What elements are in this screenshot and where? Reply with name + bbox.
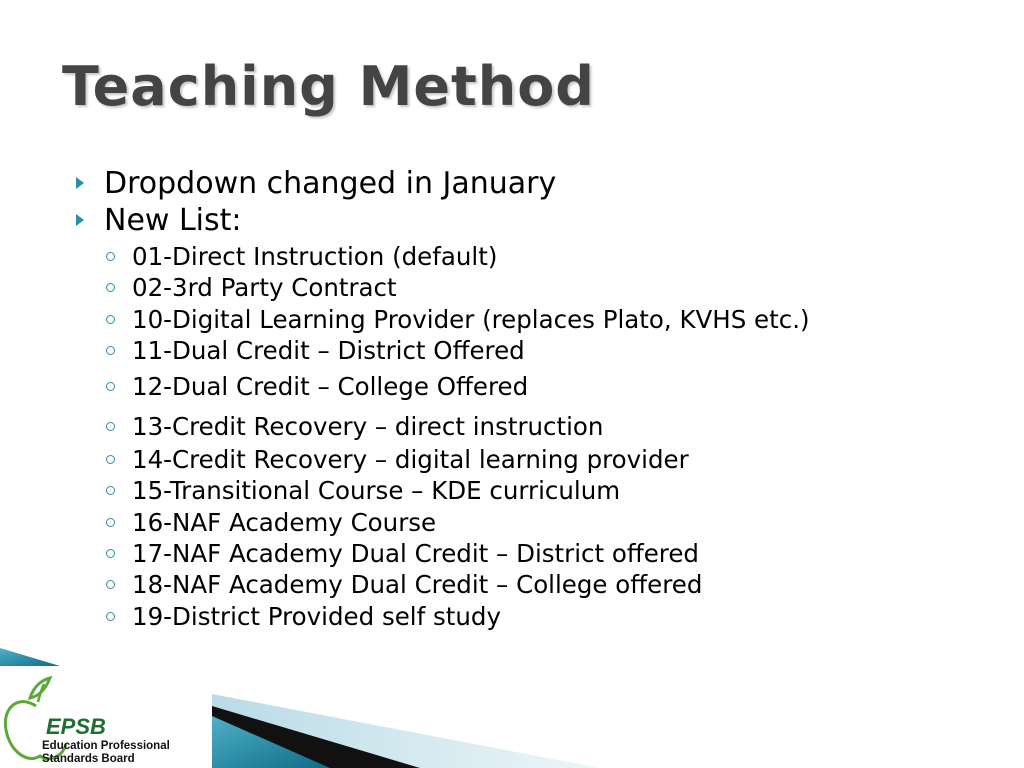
band-left-sliver bbox=[0, 648, 60, 666]
sub-bullet-text: 14-Credit Recovery – digital learning provider bbox=[132, 444, 689, 474]
sub-bullet-text: 02-3rd Party Contract bbox=[132, 272, 397, 302]
sub-bullet-text: 19-District Provided self study bbox=[132, 601, 501, 631]
bullet-text: Dropdown changed in January bbox=[104, 165, 557, 201]
sub-bullet-text: 13-Credit Recovery – direct instruction bbox=[132, 411, 604, 441]
sub-bullet-text: 11-Dual Credit – District Offered bbox=[132, 335, 525, 365]
sub-bullet-text: 18-NAF Academy Dual Credit – College offered bbox=[132, 569, 703, 599]
logo-abbreviation: EPSB bbox=[46, 714, 106, 739]
sub-bullet-text: 17-NAF Academy Dual Credit – District offered bbox=[132, 538, 699, 568]
sub-bullet-text: 15-Transitional Course – KDE curriculum bbox=[132, 475, 621, 505]
logo-line-2: Standards Board bbox=[42, 753, 135, 765]
sub-bullet-text: 10-Digital Learning Provider (replaces Plato, KVHS etc.) bbox=[132, 304, 810, 334]
bullet-text: New List: bbox=[104, 202, 242, 238]
sub-bullet-text: 01-Direct Instruction (default) bbox=[132, 241, 498, 271]
logo-line-1: Education Professional bbox=[42, 740, 170, 752]
sub-bullet-text: 16-NAF Academy Course bbox=[132, 507, 437, 537]
epsb-logo bbox=[0, 666, 212, 768]
sub-bullet-text: 12-Dual Credit – College Offered bbox=[132, 371, 529, 401]
slide-title: Teaching Method bbox=[62, 55, 595, 118]
